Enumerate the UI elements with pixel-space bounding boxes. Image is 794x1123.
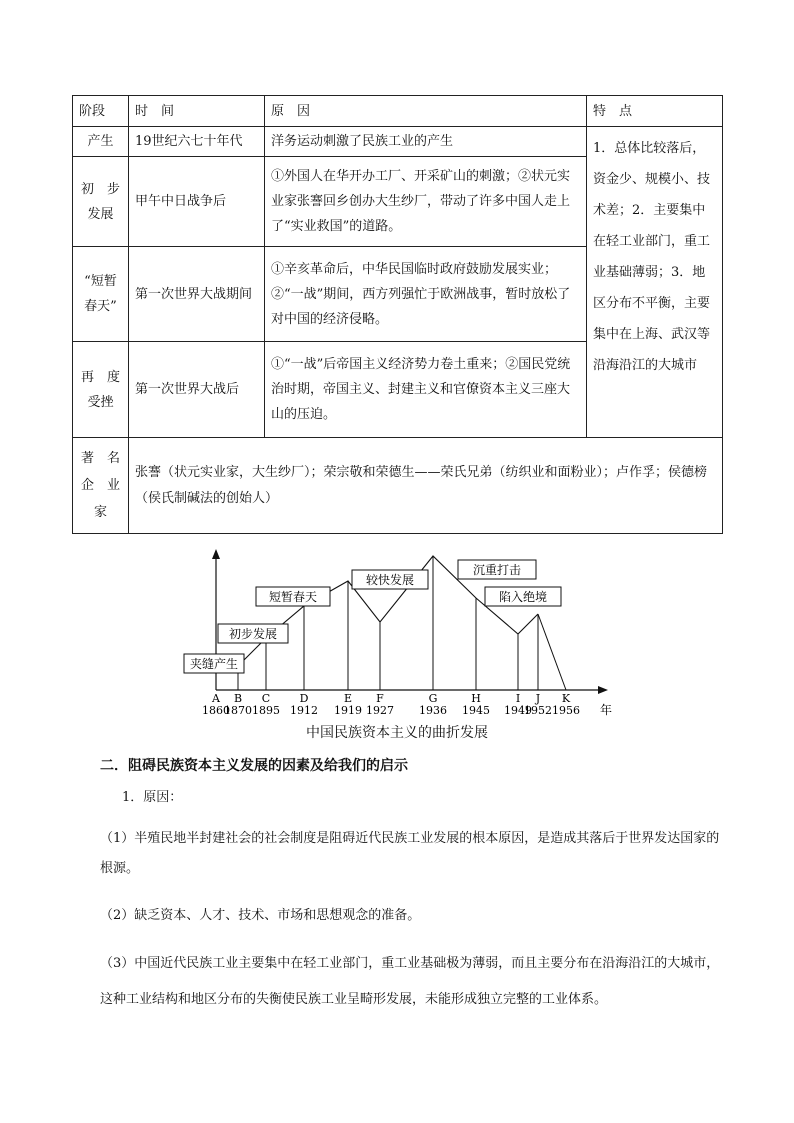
development-table xyxy=(72,95,723,534)
tick-letter-K: K xyxy=(561,692,571,705)
stage-cell: 再 度受挫 xyxy=(73,342,129,438)
x-unit: 年 xyxy=(600,703,613,717)
tick-year-1870: 1870 xyxy=(224,704,252,717)
header-time: 时 间 xyxy=(129,96,265,127)
tick-letter-E: E xyxy=(343,692,353,705)
stage-cell: 产生 xyxy=(73,127,129,157)
reason-cell: ①辛亥革命后，中华民国临时政府鼓励发展实业；②“一战”期间，西方列强忙于欧洲战事，暂时放松了对中国的经济侵略。 xyxy=(265,247,587,342)
stage-label: 初步发展 xyxy=(228,627,278,641)
development-chart xyxy=(180,548,613,718)
stage-cell: “短暂春天” xyxy=(73,247,129,342)
features-cell: 1．总体比较落后，资金少、规模小、技术差；2．主要集中在轻工业部门，重工业基础薄弱；3．地区分布不平衡，主要集中在上海、武汉等沿海沿江的大城市 xyxy=(587,127,723,438)
tick-year-1895: 1895 xyxy=(252,704,280,717)
x-axis-arrow xyxy=(598,686,608,694)
tick-letter-A: A xyxy=(212,692,220,705)
tick-year-1912: 1912 xyxy=(290,704,318,717)
paragraph-1: （1）半殖民地半封建社会的社会制度是阻碍近代民族工业发展的根本原因，是造成其落后于世界发达国家的根源。 xyxy=(100,831,720,876)
famous-label: 著 名企 业家 xyxy=(73,438,129,534)
section-subtitle: 1．原因： xyxy=(122,790,183,805)
stage-label: 短暂春天 xyxy=(268,590,318,604)
tick-letter-I: I xyxy=(515,692,521,705)
tick-year-1945: 1945 xyxy=(462,704,490,717)
tick-years xyxy=(202,704,580,717)
tick-letter-G: G xyxy=(428,692,438,705)
tick-year-1919: 1919 xyxy=(334,704,362,717)
reason-cell: 洋务运动刺激了民族工业的产生 xyxy=(265,127,587,157)
time-cell: 第一次世界大战期间 xyxy=(129,247,265,342)
famous-row xyxy=(73,438,723,534)
paragraph-2: （2）缺乏资本、人才、技术、市场和思想观念的准备。 xyxy=(100,908,421,923)
time-cell: 19世纪六七十年代 xyxy=(129,127,265,157)
chart-title: 中国民族资本主义的曲折发展 xyxy=(306,725,488,741)
time-cell: 甲午中日战争后 xyxy=(129,157,265,247)
reason-cell: ①外国人在华开办工厂、开采矿山的刺激；②状元实业家张謇回乡创办大生纱厂，带动了许多中国人走上了“实业救国”的道路。 xyxy=(265,157,587,247)
section-title: 二．阻碍民族资本主义发展的因素及给我们的启示 xyxy=(100,758,408,774)
header-stage: 阶段 xyxy=(73,96,129,127)
tick-year-1956: 1956 xyxy=(552,704,580,717)
time-cell: 第一次世界大战后 xyxy=(129,342,265,438)
reason-cell: ①“一战”后帝国主义经济势力卷土重来；②国民党统治时期，帝国主义、封建主义和官僚资本主义三座大山的压迫。 xyxy=(265,342,587,438)
stage-label: 较快发展 xyxy=(365,573,415,587)
tick-year-1949: 1949 xyxy=(504,704,532,717)
tick-year-1952: 1952 xyxy=(524,704,552,717)
tick-letter-F: F xyxy=(376,692,384,705)
table-row xyxy=(73,127,723,157)
tick-letter-J: J xyxy=(535,692,541,705)
famous-content: 张謇（状元实业家，大生纱厂）；荣宗敬和荣德生——荣氏兄弟（纺织业和面粉业）；卢作孚；侯德榜（侯氏制碱法的创始人） xyxy=(129,438,723,534)
stage-label: 夹缝产生 xyxy=(189,657,239,671)
stage-label: 陷入绝境 xyxy=(498,590,548,604)
tick-year-1860: 1860 xyxy=(202,704,230,717)
header-reason: 原 因 xyxy=(265,96,587,127)
paragraph-3: （3）中国近代民族工业主要集中在轻工业部门，重工业基础极为薄弱，而且主要分布在沿海沿江的大城市，这种工业结构和地区分布的失衡使民族工业呈畸形发展，未能形成独立完整的工业体系。 xyxy=(100,956,720,1007)
tick-year-1936: 1936 xyxy=(419,704,447,717)
stage-label: 沉重打击 xyxy=(472,563,522,577)
vline-K xyxy=(538,614,566,690)
tick-letter-B: B xyxy=(233,692,243,705)
y-axis-arrow xyxy=(212,549,220,559)
tick-letter-D: D xyxy=(299,692,309,705)
tick-letter-C: C xyxy=(261,692,271,705)
stage-cell: 初 步发展 xyxy=(73,157,129,247)
table-header-row xyxy=(73,96,723,127)
tick-year-1927: 1927 xyxy=(366,704,394,717)
tick-letter-H: H xyxy=(471,692,481,705)
header-features: 特 点 xyxy=(587,96,723,127)
